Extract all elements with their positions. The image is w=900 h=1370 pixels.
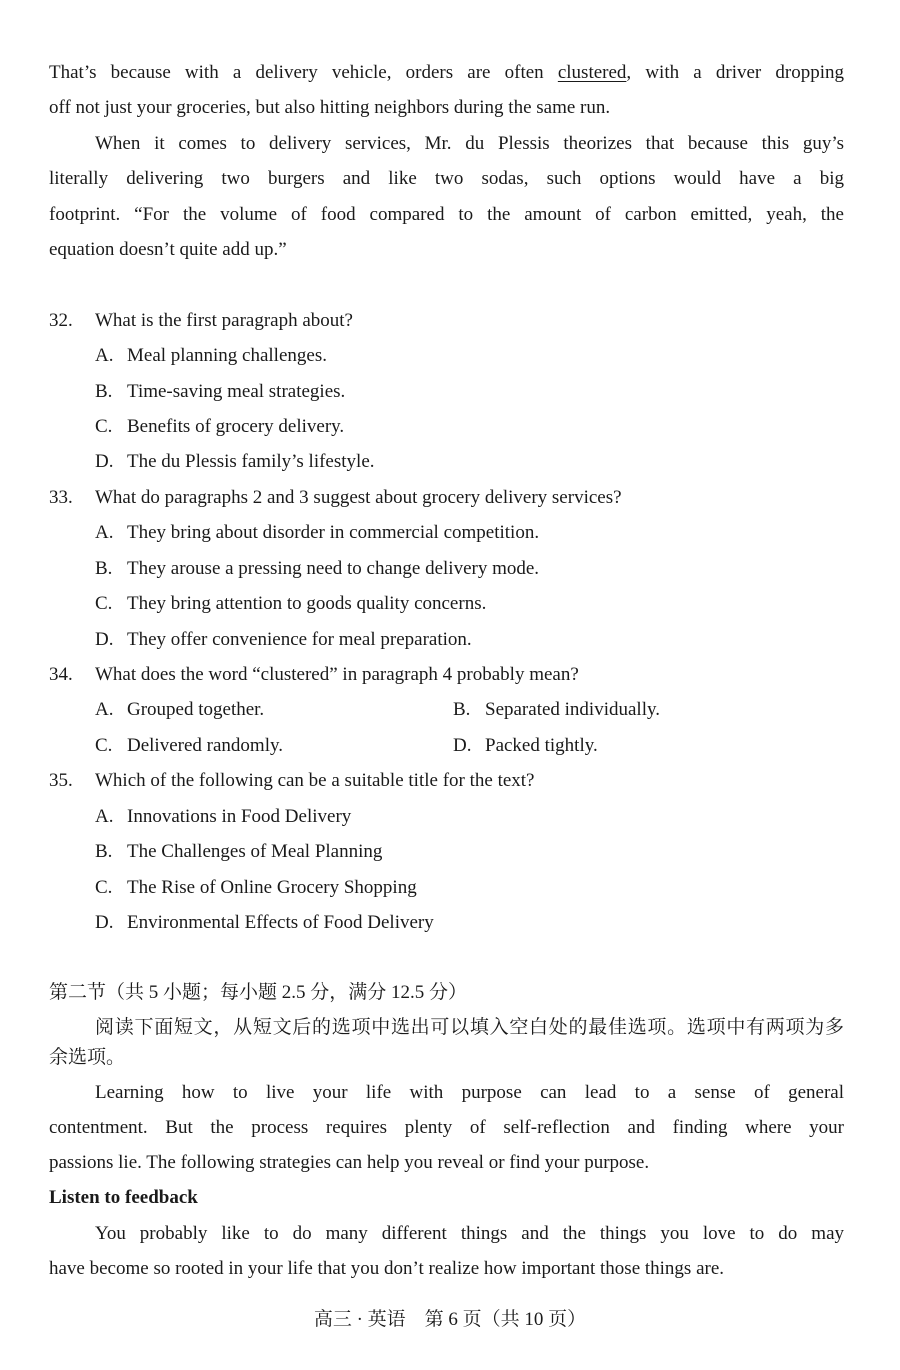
option: D. They offer convenience for meal preparation. xyxy=(95,629,472,650)
passage-line: literally delivering two burgers and like two sodas, such options would have a big xyxy=(49,168,844,189)
option: D. The du Plessis family’s lifestyle. xyxy=(95,451,375,472)
passage-line: contentment. But the process requires plenty of self-reflection and finding where your xyxy=(49,1117,844,1138)
question-34: 34. What does the word “clustered” in paragraph 4 probably mean? xyxy=(49,664,579,685)
option: C. Benefits of grocery delivery. xyxy=(95,416,345,437)
option: B. Separated individually. xyxy=(453,699,660,720)
option: D. Environmental Effects of Food Delivery xyxy=(95,912,434,933)
question-33: 33. What do paragraphs 2 and 3 suggest about grocery delivery services? xyxy=(49,487,622,508)
instructions-line: 余选项。 xyxy=(49,1047,126,1068)
passage-line: That’s because with a delivery vehicle, orders are often clustered, with a driver dropping xyxy=(49,62,844,83)
page-footer: 高三 · 英语 第 6 页（共 10 页） xyxy=(313,1309,587,1330)
passage-line: footprint. “For the volume of food compared to the amount of carbon emitted, yeah, the xyxy=(49,204,844,225)
option: C. Delivered randomly. xyxy=(95,735,283,756)
option: C. The Rise of Online Grocery Shopping xyxy=(95,877,417,898)
section-header: 第二节（共 5 小题；每小题 2.5 分，满分 12.5 分） xyxy=(49,982,468,1003)
passage-line: equation doesn’t quite add up.” xyxy=(49,239,287,260)
option: A. Meal planning challenges. xyxy=(95,345,327,366)
passage-line: passions lie. The following strategies can help you reveal or find your purpose. xyxy=(49,1152,650,1173)
option: B. The Challenges of Meal Planning xyxy=(95,841,383,862)
option: C. They bring attention to goods quality concerns. xyxy=(95,593,487,614)
option: A. They bring about disorder in commercial competition. xyxy=(95,522,540,543)
passage-line: You probably like to do many different things and the things you love to do may xyxy=(95,1223,844,1244)
instructions-line: 阅读下面短文，从短文后的选项中选出可以填入空白处的最佳选项。选项中有两项为多 xyxy=(95,1017,844,1038)
question-32: 32. What is the first paragraph about? xyxy=(49,310,353,331)
option: B. Time-saving meal strategies. xyxy=(95,381,346,402)
passage-line: have become so rooted in your life that you don’t realize how important those things are. xyxy=(49,1258,725,1279)
option: D. Packed tightly. xyxy=(453,735,598,756)
option: B. They arouse a pressing need to change delivery mode. xyxy=(95,558,540,579)
passage-line: When it comes to delivery services, Mr. du Plessis theorizes that because this guy’s xyxy=(95,133,844,154)
passage-line: Learning how to live your life with purpose can lead to a sense of general xyxy=(95,1082,844,1103)
question-35: 35. Which of the following can be a suitable title for the text? xyxy=(49,770,535,791)
option: A. Grouped together. xyxy=(95,699,265,720)
underlined-word: clustered xyxy=(557,62,627,83)
passage-line: off not just your groceries, but also hitting neighbors during the same run. xyxy=(49,97,611,118)
subheading: Listen to feedback xyxy=(49,1187,198,1208)
option: A. Innovations in Food Delivery xyxy=(95,806,352,827)
